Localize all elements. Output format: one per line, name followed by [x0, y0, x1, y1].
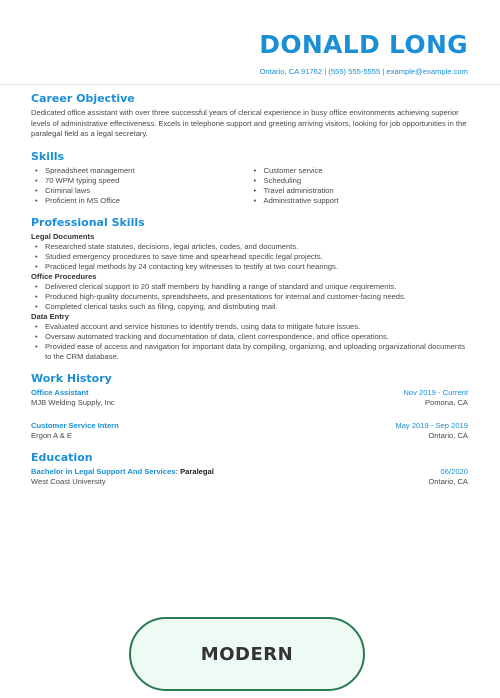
- job-company: MJB Welding Supply, Inc: [31, 397, 115, 407]
- job-location: Pomona, CA: [424, 397, 468, 407]
- skill-group-heading: Legal Documents: [31, 231, 95, 241]
- list-item: • Researched state statutes, decisions, legal articles, codes, and documents.: [31, 242, 468, 252]
- list-item: • Evaluated account and service histories to identify trends, using data to mitigate future issues.: [31, 322, 468, 332]
- skills-columns: [31, 166, 468, 206]
- section-title: Career Objective: [31, 92, 135, 105]
- job-entry: [31, 388, 468, 410]
- list-item: • Completed clerical tasks such as filing, copying, and distributing mail.: [31, 302, 468, 312]
- education-degree: [31, 467, 214, 476]
- list-item: • Studied emergency procedures to save time and spearhead specific legal projects.: [31, 252, 468, 262]
- list-item: • Oversaw automated tracking and documentation of data, client correspondence, and office operations.: [31, 332, 468, 342]
- section-title: Professional Skills: [31, 215, 145, 229]
- career-objective-section: [31, 92, 468, 140]
- skill-item: • Administrative support: [250, 196, 469, 206]
- resume-body: [31, 92, 468, 489]
- template-style-button[interactable]: MODERN: [129, 617, 365, 691]
- job-location: Ontario, CA: [428, 430, 468, 440]
- section-title: Education: [31, 450, 93, 464]
- job-entry: [31, 421, 468, 443]
- skill-item: • Proficient in MS Office: [31, 196, 250, 206]
- education-entry: [31, 467, 468, 489]
- section-title: Work History: [31, 371, 112, 385]
- skill-item: • Spreadsheet management: [31, 166, 250, 176]
- degree-name: Bachelor in Legal Support And Services:: [31, 466, 178, 476]
- skill-item: • Scheduling: [250, 176, 469, 186]
- job-title: Customer Service Intern: [31, 420, 119, 430]
- job-company: Ergon A & E: [31, 430, 72, 440]
- objective-text: Dedicated office assistant with over three successful years of clerical experience in busy office environments achieving superior levels of administrative effectiveness. Excels in telephone support and greeting arriving visitors, looking for job opportunities in the paralegal field as a legal secretary.: [31, 108, 467, 138]
- skill-group-list: [31, 242, 468, 272]
- education-location: Ontario, CA: [428, 476, 468, 486]
- resume-name: DONALD LONG: [259, 30, 468, 59]
- professional-skills-section: [31, 216, 468, 362]
- skill-item: • Travel administration: [250, 186, 469, 196]
- header-divider: [0, 84, 500, 85]
- education-section: [31, 451, 468, 489]
- list-item: • Practiced legal methods by 24 contacting key witnesses to testify at two court hearings.: [31, 262, 468, 272]
- skill-item: • Criminal laws: [31, 186, 250, 196]
- job-dates: May 2019 - Sep 2019: [395, 420, 468, 430]
- skill-group-list: [31, 282, 468, 312]
- job-dates: Nov 2019 - Current: [403, 387, 468, 397]
- skills-section: [31, 150, 468, 206]
- skill-group-heading: Office Procedures: [31, 271, 97, 281]
- list-item: • Provided ease of access and navigation for important data by compiling, organizing, and uploading organizational documents to the CRM database.: [31, 342, 468, 362]
- education-date: 06/2020: [440, 466, 468, 476]
- skill-group-heading: Data Entry: [31, 311, 69, 321]
- education-school: West Coast University: [31, 476, 106, 486]
- contact-line: Ontario, CA 91762 | (555) 555-5555 | example@example.com: [259, 67, 468, 76]
- skill-item: • 70 WPM typing speed: [31, 176, 250, 186]
- degree-major: Paralegal: [180, 466, 214, 476]
- work-history-section: [31, 372, 468, 443]
- skills-left-list: [31, 166, 250, 206]
- section-title: Skills: [31, 149, 65, 163]
- skills-right-list: [250, 166, 469, 206]
- job-title: Office Assistant: [31, 387, 89, 397]
- list-item: • Delivered clerical support to 20 staff members by handling a range of standard and unique requirements.: [31, 282, 468, 292]
- list-item: • Produced high-quality documents, spreadsheets, and presentations for internal and customer-facing needs.: [31, 292, 468, 302]
- skill-item: • Customer service: [250, 166, 469, 176]
- skill-group-list: [31, 322, 468, 362]
